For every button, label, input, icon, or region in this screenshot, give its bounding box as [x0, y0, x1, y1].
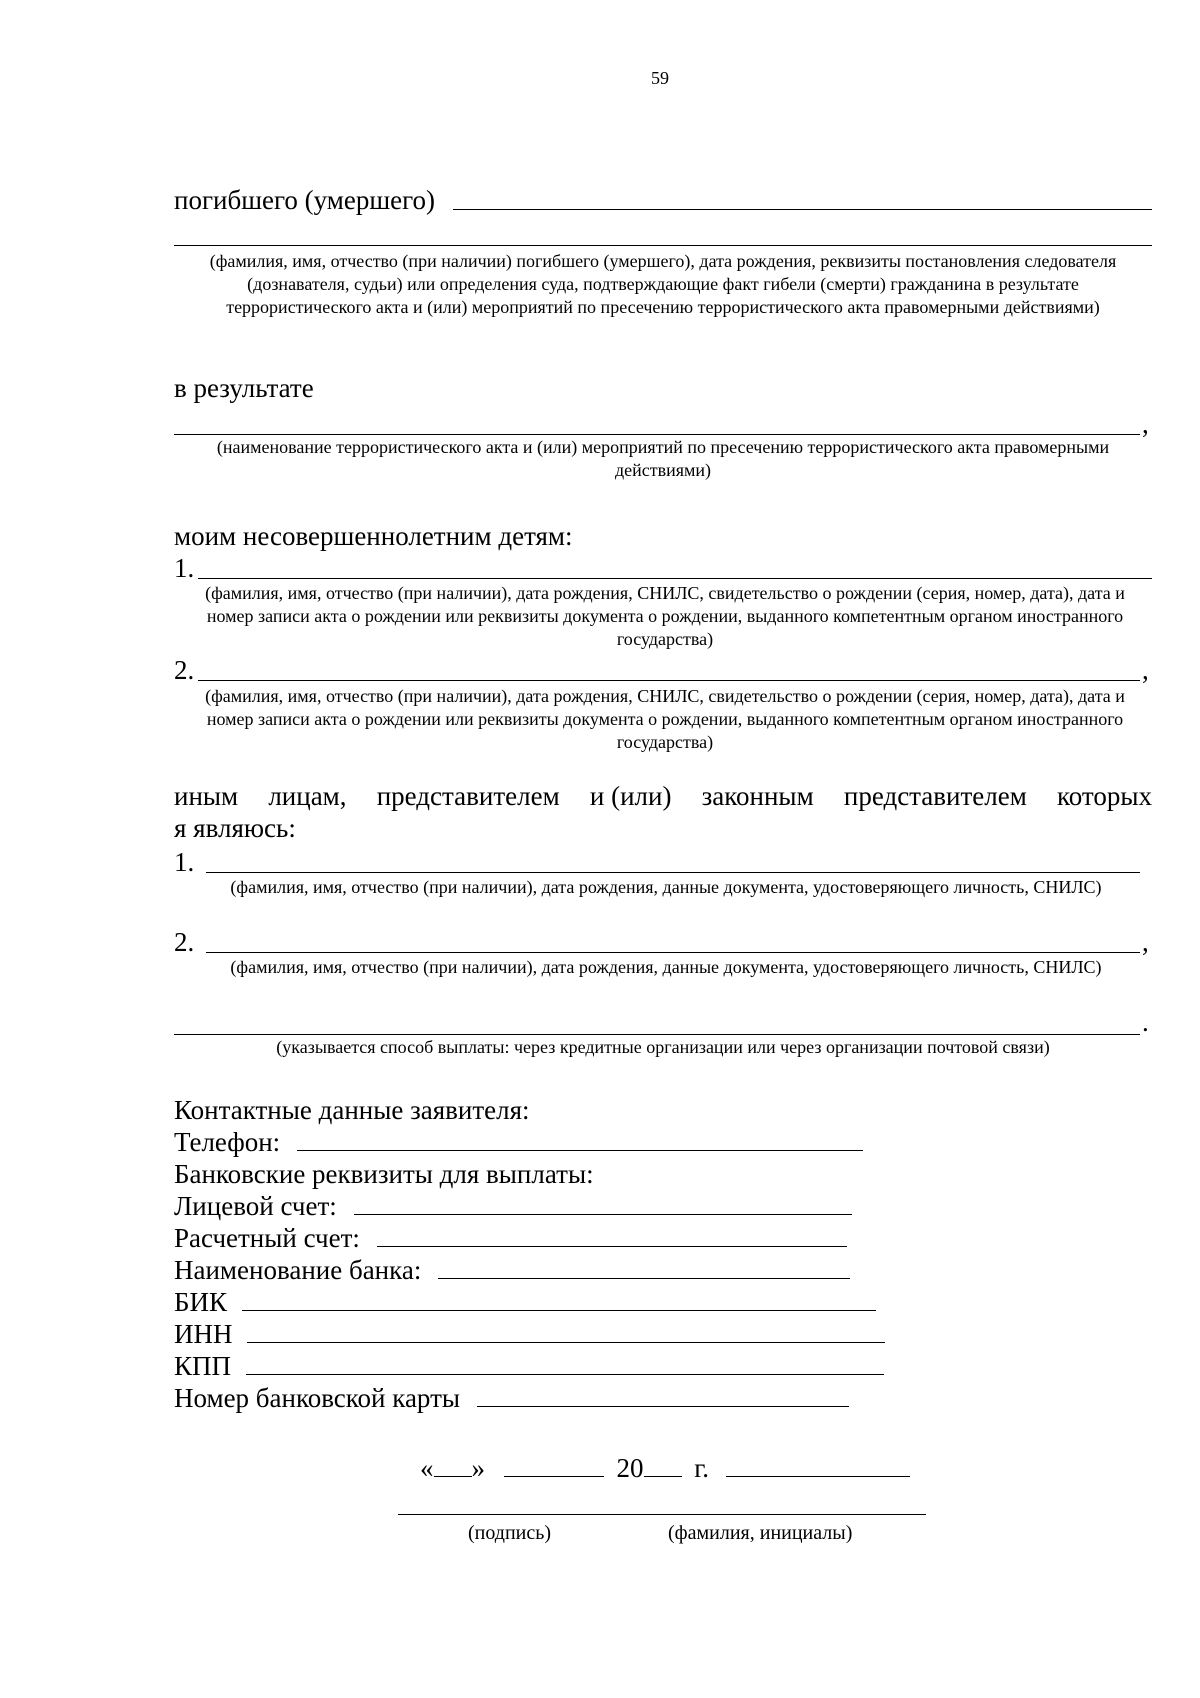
- card-number-row: [174, 1382, 849, 1414]
- card-number-field[interactable]: [477, 1384, 849, 1407]
- deceased-details-line[interactable]: [174, 245, 1152, 246]
- kpp-label: КПП: [174, 1351, 232, 1381]
- signature-line[interactable]: [398, 1514, 926, 1515]
- payment-method-line[interactable]: [174, 1034, 1140, 1035]
- other-2-comma: ,: [1142, 927, 1149, 957]
- kpp-field[interactable]: [246, 1352, 884, 1375]
- others-heading-line2: я являюсь:: [174, 813, 296, 843]
- date-close-quote: »: [471, 1453, 485, 1483]
- card-number-label: Номер банковской карты: [174, 1383, 461, 1413]
- phone-label: Телефон:: [174, 1127, 281, 1157]
- date-extra-field[interactable]: [726, 1454, 910, 1477]
- date-year-suffix: г.: [694, 1453, 710, 1483]
- bik-label: БИК: [174, 1287, 228, 1317]
- child-2-line[interactable]: [198, 680, 1140, 681]
- child-1-number: 1.: [174, 553, 195, 583]
- date-year-field[interactable]: [644, 1454, 682, 1477]
- child-2-number: 2.: [174, 655, 195, 685]
- payment-caption: (указывается способ выплаты: через кредитные организации или через организации почтовой связи): [276, 1037, 1050, 1057]
- payment-period: .: [1142, 1007, 1149, 1037]
- bank-name-field[interactable]: [438, 1256, 850, 1279]
- date-year-prefix: 20: [616, 1453, 644, 1483]
- phone-row: [174, 1126, 863, 1158]
- settlement-account-field[interactable]: [377, 1224, 847, 1247]
- date-day-field[interactable]: [434, 1454, 472, 1477]
- name-initials-label: (фамилия, инициалы): [668, 1522, 853, 1544]
- deceased-caption: (фамилия, имя, отчество (при наличии) погибшего (умершего), дата рождения, реквизиты постановления следователя (дознавателя, судьи) или определения суда, подтверждающие факт гибели (смерти) гражданина в результате террористического акта и (или) мероприятий по пресечению террористического акта правомерными действиями): [209, 251, 1117, 317]
- children-heading: моим несовершеннолетним детям:: [174, 521, 573, 551]
- settlement-account-label: Расчетный счет:: [174, 1223, 360, 1253]
- personal-account-row: [174, 1190, 852, 1222]
- bank-name-label: Наименование банка:: [174, 1255, 422, 1285]
- inn-label: ИНН: [174, 1319, 233, 1349]
- bank-name-row: [174, 1254, 850, 1286]
- inn-row: [174, 1318, 885, 1350]
- child-1-caption: (фамилия, имя, отчество (при наличии), дата рождения, СНИЛС, свидетельство о рождении (серия, номер, дата), дата и номер записи акта о рождении или реквизиты документа о рождении, выданного компетентным органом иностранного государства): [205, 583, 1125, 649]
- child-2-comma: ,: [1142, 655, 1149, 685]
- result-caption: (наименование террористического акта и (или) мероприятий по пресечению террористического акта правомерными действиями): [216, 437, 1110, 480]
- result-label: в результате: [174, 373, 314, 403]
- phone-field[interactable]: [297, 1128, 863, 1151]
- child-1-line[interactable]: [198, 578, 1152, 579]
- date-open-quote: «: [420, 1453, 434, 1483]
- other-1-line[interactable]: [206, 872, 1140, 873]
- contacts-heading: Контактные данные заявителя:: [174, 1095, 530, 1125]
- date-block: [420, 1452, 910, 1484]
- kpp-row: [174, 1350, 884, 1382]
- result-comma: ,: [1142, 409, 1149, 439]
- page-number: 59: [651, 68, 669, 88]
- deceased-name-line[interactable]: [453, 209, 1152, 210]
- date-month-field[interactable]: [504, 1454, 604, 1477]
- personal-account-field[interactable]: [354, 1192, 852, 1215]
- signature-label: (подпись): [468, 1522, 552, 1544]
- others-heading-line1: иным лицам, представителем и (или) законным представителем которых: [174, 781, 1152, 811]
- bank-heading: Банковские реквизиты для выплаты:: [174, 1159, 594, 1189]
- other-1-number: 1.: [174, 847, 195, 877]
- settlement-account-row: [174, 1222, 847, 1254]
- other-1-caption: (фамилия, имя, отчество (при наличии), дата рождения, данные документа, удостоверяющего личность, СНИЛС): [230, 877, 1102, 897]
- personal-account-label: Лицевой счет:: [174, 1191, 337, 1221]
- bik-row: [174, 1286, 876, 1318]
- other-2-line[interactable]: [206, 952, 1140, 953]
- result-line[interactable]: [174, 434, 1140, 435]
- deceased-label: погибшего (умершего): [174, 185, 436, 215]
- other-2-caption: (фамилия, имя, отчество (при наличии), дата рождения, данные документа, удостоверяющего личность, СНИЛС): [230, 957, 1102, 977]
- bik-field[interactable]: [242, 1288, 876, 1311]
- child-2-caption: (фамилия, имя, отчество (при наличии), дата рождения, СНИЛС, свидетельство о рождении (серия, номер, дата), дата и номер записи акта о рождении или реквизиты документа о рождении, выданного компетентным органом иностранного государства): [205, 686, 1125, 752]
- inn-field[interactable]: [247, 1320, 885, 1343]
- other-2-number: 2.: [174, 927, 195, 957]
